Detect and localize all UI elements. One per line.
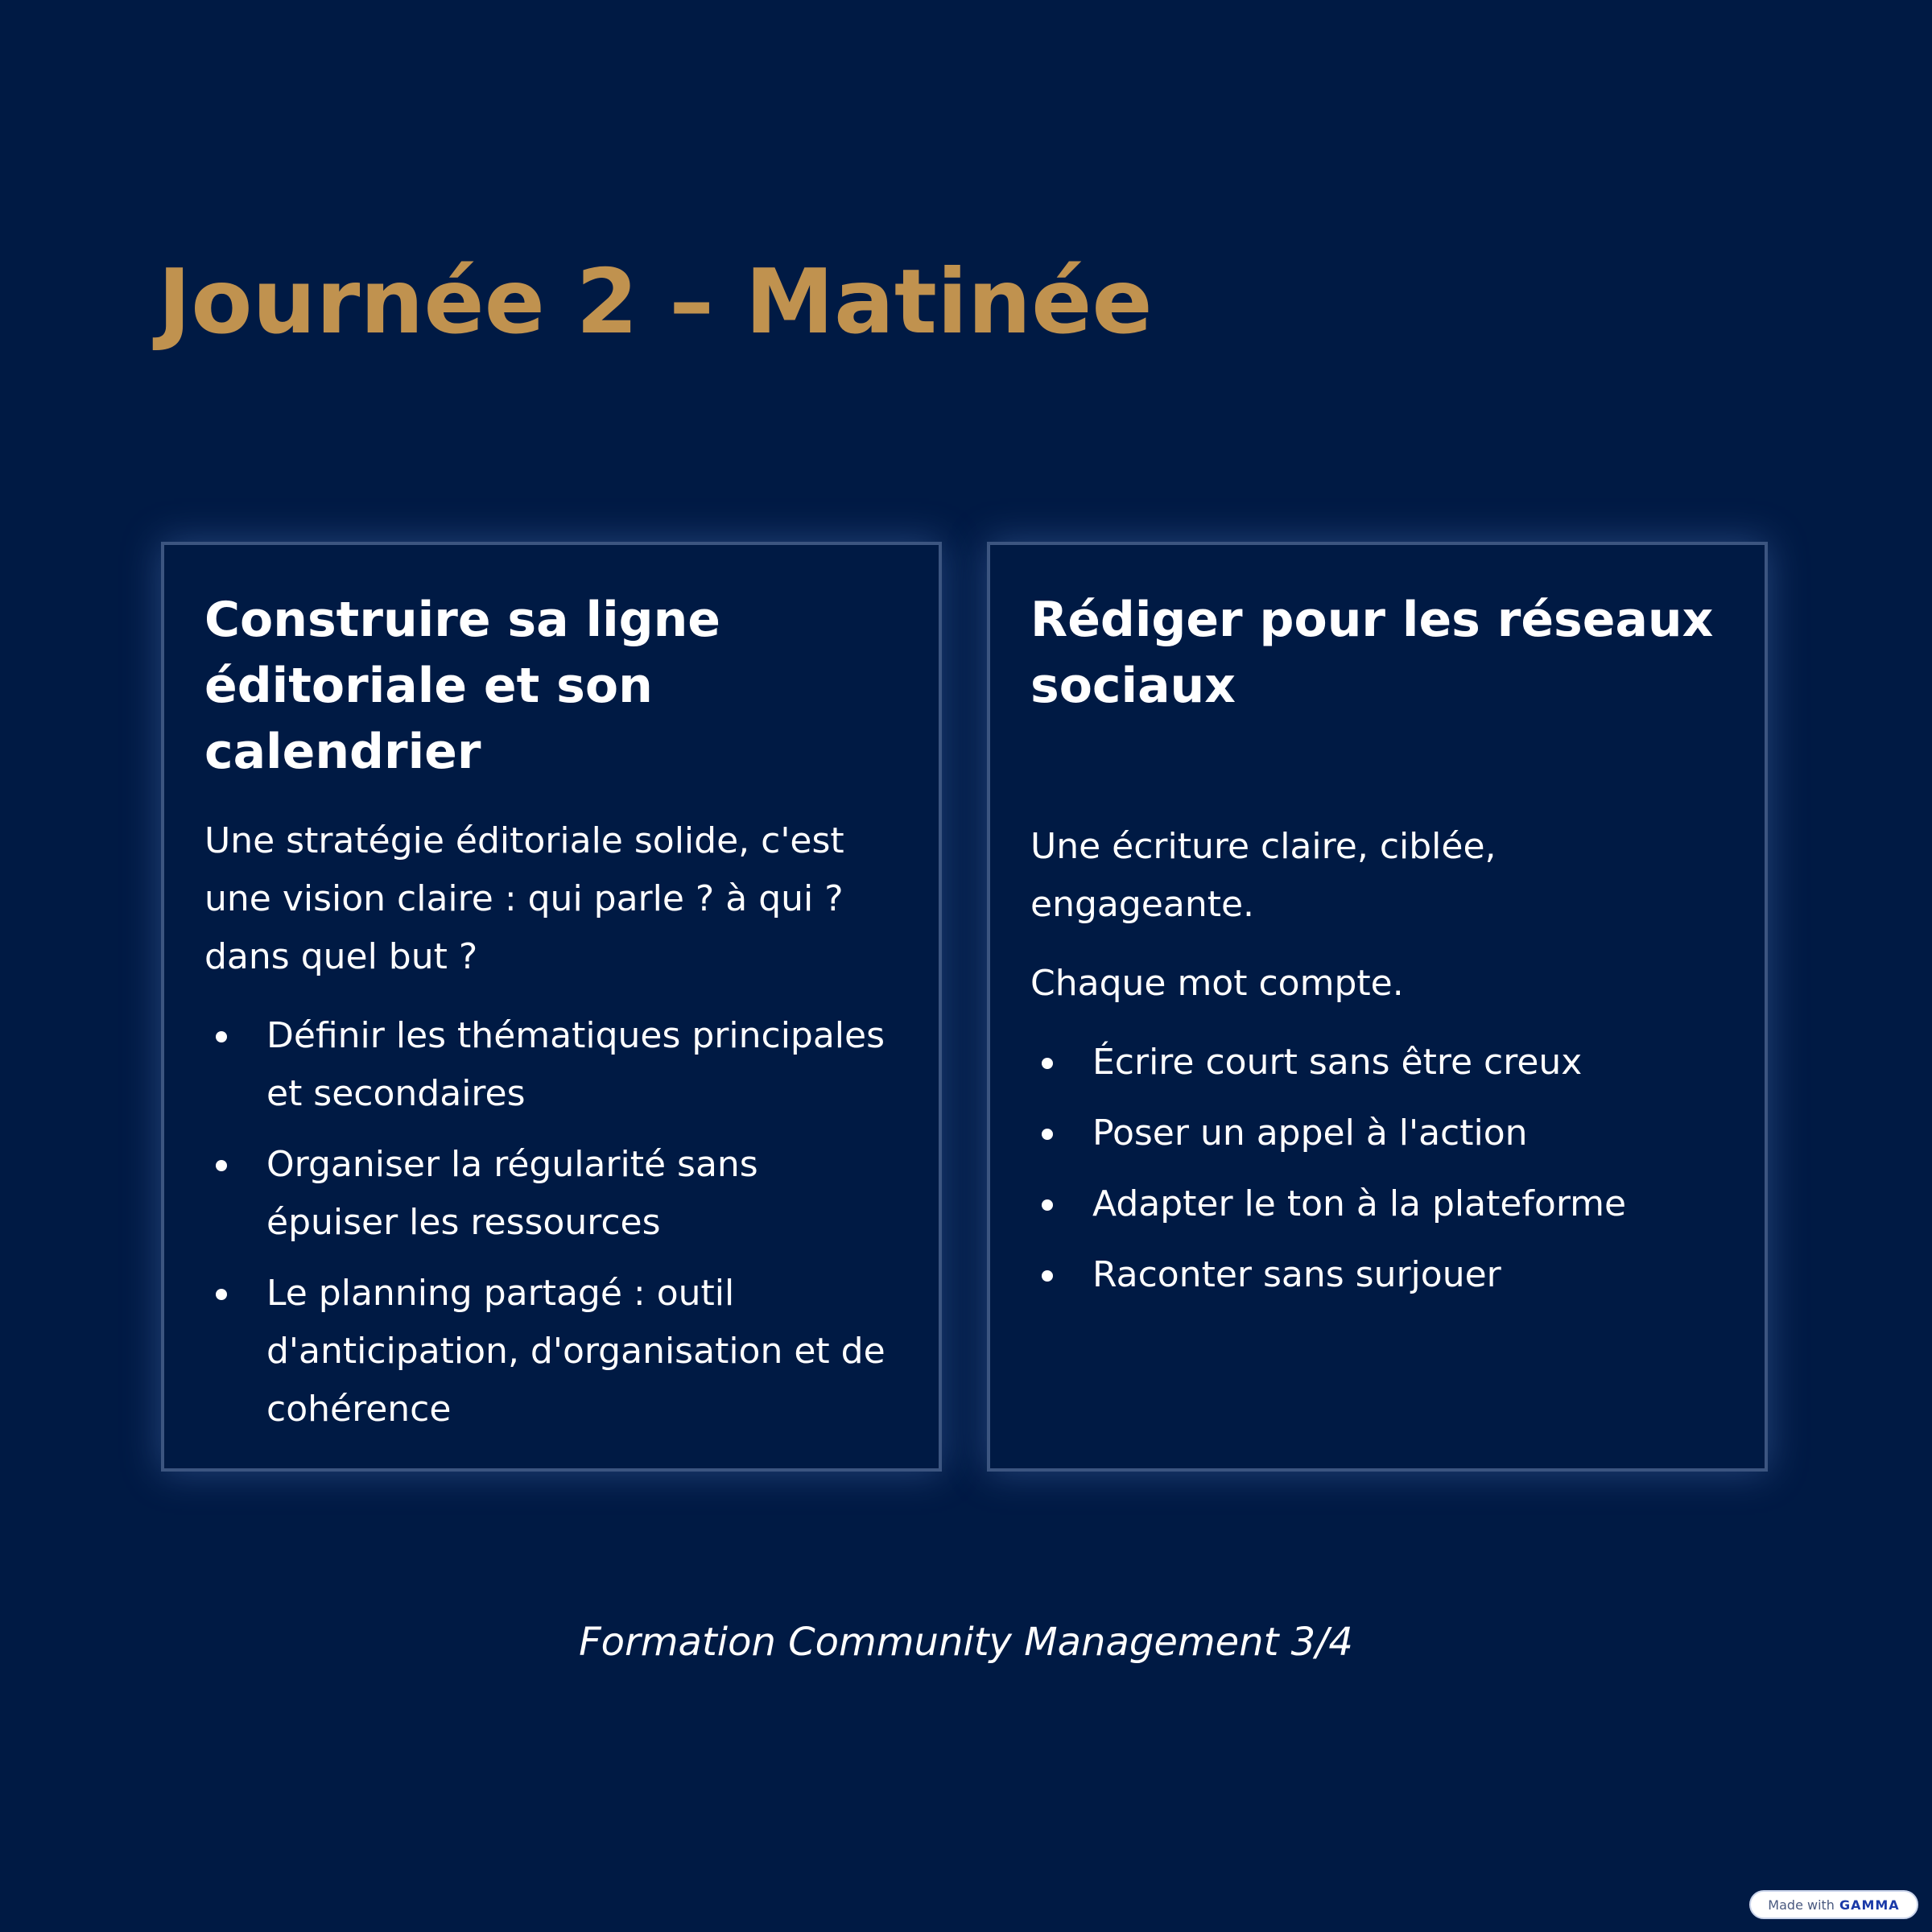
list-item (204, 1136, 898, 1252)
list-item-text: Écrire court sans être creux (1092, 1042, 1583, 1083)
gamma-logo: GAMMA (1839, 1897, 1900, 1913)
bullet-dot-icon (1042, 1058, 1053, 1069)
bullet-dot-icon (216, 1031, 227, 1042)
list-item (1030, 1034, 1724, 1092)
bullet-list (204, 1007, 898, 1439)
bullet-dot-icon (1042, 1270, 1053, 1282)
bullet-dot-icon (1042, 1129, 1053, 1140)
card-paragraph: Une écriture claire, ciblée, engageante. (1030, 826, 1496, 925)
card-title: Construire sa ligne éditoriale et son calendrier (204, 592, 720, 780)
list-item (1030, 1246, 1724, 1304)
badge-prefix: Made with (1768, 1897, 1835, 1913)
list-item (1030, 1175, 1724, 1233)
list-item-text: Le planning partagé : outil d'anticipation, d'organisation et de cohérence (266, 1273, 886, 1430)
bullet-dot-icon (216, 1289, 227, 1300)
list-item-text: Poser un appel à l'action (1092, 1113, 1528, 1154)
list-item (204, 1265, 898, 1439)
card-editorial-line (161, 542, 942, 1472)
list-item-text: Raconter sans surjouer (1092, 1254, 1501, 1295)
list-item (204, 1007, 898, 1123)
card-social-writing (987, 542, 1768, 1472)
bullet-list (1030, 1034, 1724, 1304)
page-title: Journée 2 – Matinée (158, 250, 1153, 354)
made-with-gamma-badge[interactable] (1749, 1890, 1918, 1919)
card-paragraph: Chaque mot compte. (1030, 963, 1404, 1004)
card-title: Rédiger pour les réseaux sociaux (1030, 592, 1714, 714)
list-item-text: Organiser la régularité sans épuiser les ressources (266, 1144, 758, 1243)
list-item-text: Adapter le ton à la plateforme (1092, 1183, 1627, 1224)
bullet-dot-icon (216, 1160, 227, 1171)
footer-caption: Formation Community Management 3/4 (579, 1620, 1353, 1665)
bullet-dot-icon (1042, 1199, 1053, 1211)
card-paragraph: Une stratégie éditoriale solide, c'est une vision claire : qui parle ? à qui ? dans quel but ? (204, 820, 844, 977)
list-item (1030, 1104, 1724, 1162)
list-item-text: Définir les thématiques principales et secondaires (266, 1015, 886, 1114)
